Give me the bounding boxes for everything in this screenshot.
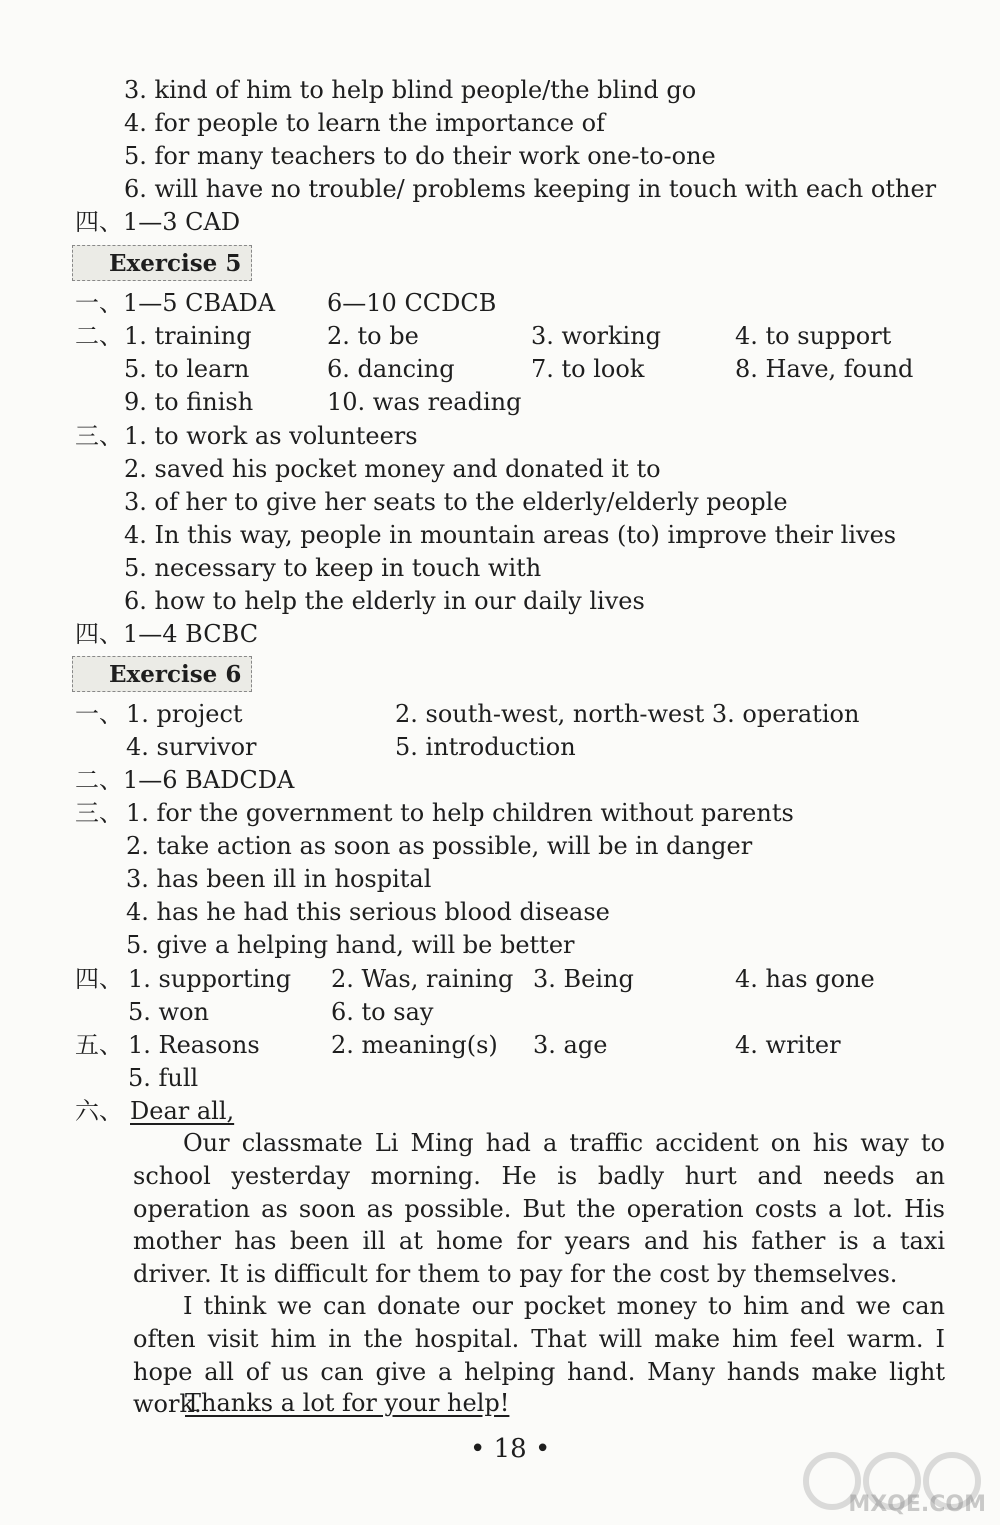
answer-item: 2. meaning(s) [331,1031,498,1059]
letter-paragraph-1: Our classmate Li Ming had a traffic accident on his way to school yesterday morning. He is badly hurt and needs an operation as soon as possible. But the operation costs a lot. His mother has been ill at home for years and his father is a taxi driver. It is difficult for them to pay for the cost by themselves. [133,1129,945,1289]
answer-item: 4. survivor [126,733,257,761]
answer-item: 2. south-west, north-west 3. operation [395,700,860,728]
section-marker: 三、 [75,799,123,827]
answer-line: 2. saved his pocket money and donated it to [124,455,661,483]
letter-greeting: Dear all, [130,1097,235,1125]
answer-item: 10. was reading [327,388,522,416]
answer-item: 5. won [128,998,209,1026]
page-number: • 18 • [470,1434,551,1464]
answer-line: 2. take action as soon as possible, will be in danger [126,832,753,860]
section-one-answers: 一、1—5 CBADA [75,289,276,317]
answer-item: 9. to finish [124,388,254,416]
exercise-5-heading: Exercise 5 [72,245,252,281]
answer-line: 3. kind of him to help blind people/the blind go [124,76,697,104]
answer-item: 8. Have, found [735,355,914,383]
answer-line: 4. for people to learn the importance of [124,109,605,137]
answer-item: 5. introduction [395,733,576,761]
answer-line: 5. necessary to keep in touch with [124,554,542,582]
answer-item: 5. full [128,1064,199,1092]
section-marker: 三、 [75,422,123,450]
section-four-answers: 四、1—3 CAD [75,208,241,236]
watermark-text: MXQE.COM [848,1492,986,1517]
section-four-answers: 四、1—4 BCBC [75,620,259,648]
answer-line: 6. how to help the elderly in our daily lives [124,587,645,615]
section-marker: 四、 [75,965,123,993]
answer-line: 5. for many teachers to do their work one-to-one [124,142,716,170]
answer-item: 4. to support [735,322,892,350]
answer-line: 6. will have no trouble/ problems keeping in touch with each other [124,175,937,203]
answer-line: 3. has been ill in hospital [126,865,432,893]
answer-item: 7. to look [531,355,645,383]
answer-item: 6. dancing [327,355,455,383]
section-marker: 二、 [75,322,123,350]
answer-item: 1. project [126,700,243,728]
letter-paragraph-2: I think we can donate our pocket money to him and we can often visit him in the hospital. That will make him feel warm. I hope all of us can give a helping hand. Many hands make light work. [133,1292,945,1419]
exercise-6-heading: Exercise 6 [72,656,252,692]
answer-item: 2. Was, raining [331,965,514,993]
section-marker: 六、 [75,1097,123,1125]
answer-item: 1. training [124,322,252,350]
answer-item: 4. writer [735,1031,841,1059]
answer-line: 3. of her to give her seats to the elderly/elderly people [124,488,788,516]
section-marker: 一、 [75,700,123,728]
letter-closing: Thanks a lot for your help! [185,1389,510,1417]
answer-item: 1. Reasons [128,1031,260,1059]
answer-item: 4. has gone [735,965,875,993]
section-one-answers: 6—10 CCDCB [327,289,497,317]
answer-item: 2. to be [327,322,419,350]
answer-item: 3. age [533,1031,608,1059]
answer-line: 4. In this way, people in mountain areas (to) improve their lives [124,521,897,549]
answer-line: 4. has he had this serious blood disease [126,898,610,926]
section-marker: 五、 [75,1031,123,1059]
section-two-answers: 二、1—6 BADCDA [75,766,295,794]
answer-item: 3. Being [533,965,634,993]
answer-item: 6. to say [331,998,434,1026]
answer-line: 1. for the government to help children without parents [126,799,794,827]
answer-line: 5. give a helping hand, will be better [126,931,575,959]
answer-item: 5. to learn [124,355,250,383]
answer-item: 1. supporting [128,965,292,993]
answer-line: 1. to work as volunteers [124,422,418,450]
answer-item: 3. working [531,322,662,350]
